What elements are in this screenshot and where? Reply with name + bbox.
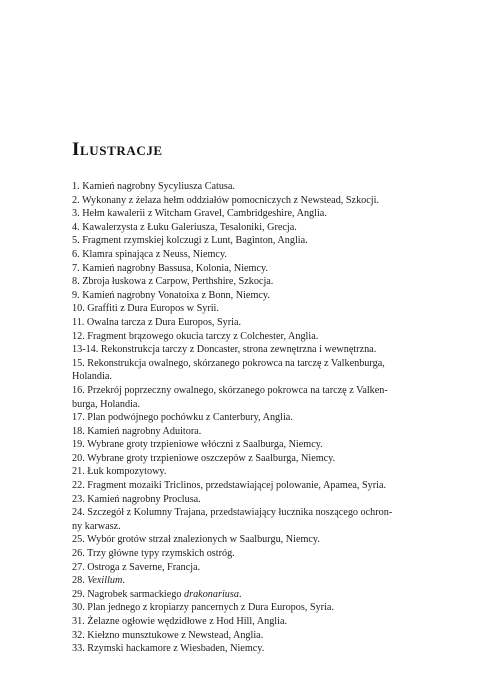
illustration-list xyxy=(72,180,420,656)
list-item: 20. Wybrane groty trzpieniowe oszczepów z Saalburga, Niemcy. xyxy=(72,452,336,464)
list-item: 18. Kamień nagrobny Aduitora. xyxy=(72,425,202,437)
list-item: 3. Hełm kawalerii z Witcham Gravel, Cambridgeshire, Anglia. xyxy=(72,208,327,220)
list-item: 33. Rzymski hackamore z Wiesbaden, Niemcy. xyxy=(72,643,265,655)
list-item: 7. Kamień nagrobny Bassusa, Kolonia, Niemcy. xyxy=(72,262,268,274)
list-item: 19. Wybrane groty trzpieniowe włóczni z Saalburga, Niemcy. xyxy=(72,439,323,451)
list-item: 17. Plan podwójnego pochówku z Canterbury, Anglia. xyxy=(72,412,293,424)
list-item: 30. Plan jednego z kropiarzy pancernych z Dura Europos, Syria. xyxy=(72,602,334,614)
list-item: 1. Kamień nagrobny Sycyliusza Catusa. xyxy=(72,181,235,192)
list-item: 26. Trzy główne typy rzymskich ostróg. xyxy=(72,548,235,560)
list-item: 4. Kawalerzysta z Łuku Galeriusza, Tesaloniki, Grecja. xyxy=(72,221,297,233)
list-item: 22. Fragment mozaiki Triclinos, przedstawiającej polowanie, Apamea, Syria. xyxy=(72,480,387,492)
list-item: 31. Żelazne ogłowie wędzidłowe z Hod Hill, Anglia. xyxy=(72,616,288,627)
list-item: 32. Kiełzno munsztukowe z Newstead, Anglia. xyxy=(72,629,264,641)
list-item: 21. Łuk kompozytowy. xyxy=(72,466,167,478)
list-item: 23. Kamień nagrobny Proclusa. xyxy=(72,493,201,505)
list-item: 9. Kamień nagrobny Vonatoixa z Bonn, Niemcy. xyxy=(72,289,270,301)
list-item: 24. Szczegół z Kolumny Trajana, przedstawiający łucznika noszącego ochron- ny karwasz. xyxy=(72,507,393,532)
list-item: 15. Rekonstrukcja owalnego, skórzanego pokrowca na tarczę z Valkenburga, Holandia. xyxy=(72,357,385,383)
page-title: Ilustracje xyxy=(72,139,163,160)
list-item: 10. Graffiti z Dura Europos w Syrii. xyxy=(72,303,219,315)
list-item: 29. Nagrobek sarmackiego drakonariusa. xyxy=(72,588,242,600)
list-item: 8. Zbroja łuskowa z Carpow, Perthshire, Szkocja. xyxy=(72,276,274,288)
list-item: 11. Owalna tarcza z Dura Europos, Syria. xyxy=(72,316,242,328)
list-item: 27. Ostroga z Saverne, Francja. xyxy=(72,561,201,573)
list-item: 16. Przekrój poprzeczny owalnego, skórzanego pokrowca na tarczę z Valken- burga, Holandia. xyxy=(72,384,388,410)
list-item: 5. Fragment rzymskiej kolczugi z Lunt, Baginton, Anglia. xyxy=(72,235,308,247)
list-item: 2. Wykonany z żelaza hełm oddziałów pomocniczych z Newstead, Szkocji. xyxy=(72,194,379,206)
list-item: 28. Vexillum. xyxy=(72,575,125,587)
list-item: 13-14. Rekonstrukcja tarczy z Doncaster, strona zewnętrzna i wewnętrzna. xyxy=(72,344,377,356)
list-item: 12. Fragment brązowego okucia tarczy z Colchester, Anglia. xyxy=(72,330,319,342)
list-item: 6. Klamra spinająca z Neuss, Niemcy. xyxy=(72,248,227,260)
list-item: 25. Wybór grotów strzał znalezionych w Saalburgu, Niemcy. xyxy=(72,534,320,546)
